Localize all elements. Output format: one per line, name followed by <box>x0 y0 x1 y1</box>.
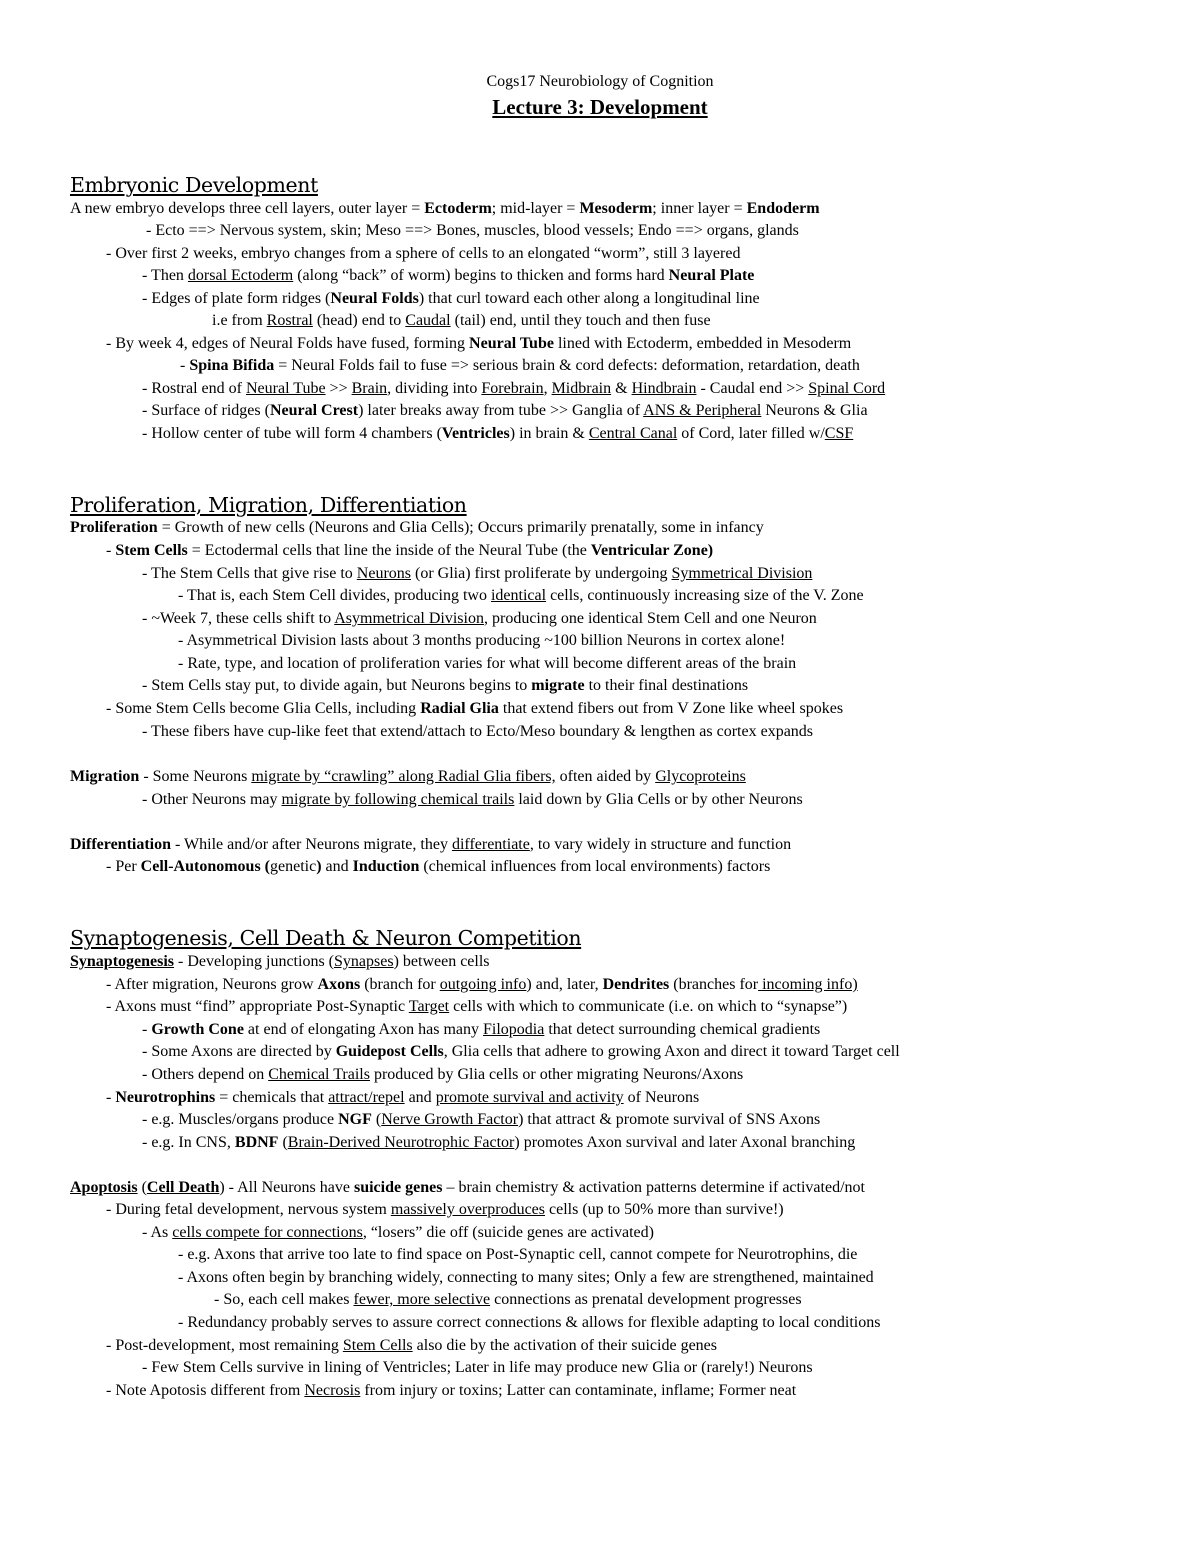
text-run: Caudal <box>405 312 451 329</box>
text-run: ) that curl toward each other along a longitudinal line <box>418 290 760 307</box>
text-line <box>178 1268 874 1288</box>
text-line <box>142 424 853 444</box>
text-run: ) promotes Axon survival and later Axonal branching <box>514 1134 856 1151</box>
text-line <box>178 1313 880 1333</box>
text-run: to their final destinations <box>584 677 749 694</box>
text-run: = Growth of new cells (Neurons and Glia Cells); Occurs primarily prenatally, some in infancy <box>157 519 764 536</box>
text-line <box>142 401 868 421</box>
text-run: incoming info) <box>758 976 858 993</box>
text-run: CSF <box>824 425 854 442</box>
text-run: Chemical Trails <box>268 1066 370 1083</box>
text-run: (branch for <box>360 976 440 993</box>
text-run: , Glia cells that adhere to growing Axon and direct it toward Target cell <box>443 1043 900 1060</box>
text-run: Dendrites <box>602 976 670 993</box>
text-run: - By week 4, edges of Neural Folds have fused, forming <box>106 335 470 352</box>
text-line <box>142 790 803 810</box>
text-run: connections as prenatal development progresses <box>490 1291 802 1308</box>
text-run: from injury or toxins; Latter can contaminate, inflame; Former neat <box>360 1382 797 1399</box>
text-run: - Axons must “find” appropriate Post-Synaptic <box>106 998 409 1015</box>
text-run: Ectoderm <box>424 200 492 217</box>
text-run: Cell-Autonomous ( <box>140 858 270 875</box>
text-run: - Ecto ==> Nervous system, skin; Meso ==> Bones, muscles, blood vessels; Endo ==> organs, glands <box>146 222 799 239</box>
text-run: Induction <box>352 858 420 875</box>
text-line <box>106 541 713 561</box>
text-run: - Caudal end >> <box>696 380 809 397</box>
text-run: (tail) end, until they touch and then fuse <box>450 312 711 329</box>
text-run: Axons <box>317 976 361 993</box>
text-run: Neural Folds <box>330 290 419 307</box>
section-heading-synaptogenesis: Synaptogenesis, Cell Death & Neuron Competition <box>70 926 582 950</box>
text-line <box>142 1065 743 1085</box>
text-run: Target <box>408 998 450 1015</box>
text-run: cells, continuously increasing size of the V. Zone <box>546 587 864 604</box>
text-line <box>70 835 791 855</box>
text-run: fewer, more selective <box>353 1291 491 1308</box>
text-run: Central Canal <box>588 425 678 442</box>
text-line <box>142 379 885 399</box>
text-run: , dividing into <box>387 380 482 397</box>
text-run: ) that attract & promote survival of SNS Axons <box>518 1111 821 1128</box>
text-line <box>106 975 858 995</box>
text-run: attract/repel <box>328 1089 405 1106</box>
text-run: - Axons often begin by branching widely, connecting to many sites; Only a few are strengthened, maintained <box>178 1269 874 1286</box>
section-heading-embryonic: Embryonic Development <box>70 173 318 197</box>
text-line <box>178 631 785 651</box>
text-run: ) and, later, <box>526 976 603 993</box>
text-run: Stem Cells <box>342 1337 413 1354</box>
text-line <box>142 1358 813 1378</box>
text-run: - Others depend on <box>142 1066 269 1083</box>
text-run: migrate <box>531 677 585 694</box>
text-run: cells (up to 50% more than survive!) <box>545 1201 784 1218</box>
text-line <box>142 1223 654 1243</box>
text-run: migrate by “crawling” along Radial Glia fibers, <box>251 768 556 785</box>
text-run: = Neural Folds fail to fuse => serious brain & cord defects: deformation, retardation, death <box>274 357 860 374</box>
text-run: dorsal Ectoderm <box>187 267 294 284</box>
text-run: Proliferation <box>70 519 158 536</box>
text-run: Guidepost Cells <box>335 1043 444 1060</box>
text-run: - Note Apotosis different from <box>106 1382 305 1399</box>
text-line <box>106 1336 717 1356</box>
text-run: - Per <box>106 858 141 875</box>
text-run: (chemical influences from local environments) factors <box>419 858 771 875</box>
text-run: (head) end to <box>312 312 406 329</box>
text-run: - During fetal development, nervous system <box>106 1201 391 1218</box>
text-run: produced by Glia cells or other migrating Neurons/Axons <box>369 1066 744 1083</box>
text-run: - Developing junctions ( <box>174 953 334 970</box>
text-run: - While and/or after Neurons migrate, they <box>171 836 452 853</box>
text-run: - The Stem Cells that give rise to <box>142 565 357 582</box>
text-line <box>70 199 820 219</box>
text-run: NGF <box>338 1111 372 1128</box>
text-run: - Redundancy probably serves to assure correct connections & allows for flexible adapting to local conditions <box>178 1314 881 1331</box>
text-run: - ~Week 7, these cells shift to <box>142 610 335 627</box>
text-run: promote survival and activity <box>435 1089 624 1106</box>
text-line <box>106 1088 699 1108</box>
text-run: BDNF <box>234 1134 279 1151</box>
course-header: Cogs17 Neurobiology of Cognition <box>486 73 714 90</box>
text-line <box>106 857 770 877</box>
text-run: - Post-development, most remaining <box>106 1337 343 1354</box>
text-run: cells with which to communicate (i.e. on which to “synapse”) <box>449 998 848 1015</box>
text-run: Asymmetrical Division <box>334 610 484 627</box>
text-line <box>106 997 847 1017</box>
text-run: - Other Neurons may <box>142 791 282 808</box>
text-run: ) in brain & <box>509 425 589 442</box>
text-run: (or Glia) first proliferate by undergoing <box>411 565 672 582</box>
text-run: , <box>543 380 552 397</box>
text-run: suicide genes <box>353 1179 443 1196</box>
text-line <box>142 564 812 584</box>
text-run: - <box>106 542 116 559</box>
text-run: Stem Cells <box>115 542 188 559</box>
text-run: Midbrain <box>551 380 612 397</box>
text-run: - Then <box>142 267 188 284</box>
text-run: & <box>611 380 632 397</box>
text-run: lined with Ectoderm, embedded in Mesoderm <box>553 335 852 352</box>
text-run: Growth Cone <box>151 1021 244 1038</box>
text-run: - Asymmetrical Division lasts about 3 months producing ~100 billion Neurons in cortex alone! <box>178 632 786 649</box>
text-line <box>146 221 799 241</box>
text-run: , to vary widely in structure and function <box>529 836 792 853</box>
text-run: identical <box>490 587 547 604</box>
text-run: Brain <box>351 380 388 397</box>
text-run: (branches for <box>669 976 759 993</box>
text-run: - e.g. Axons that arrive too late to find space on Post-Synaptic cell, cannot compete for Neurotrophins, die <box>178 1246 858 1263</box>
text-line <box>142 1110 820 1130</box>
text-run: i.e from <box>212 312 267 329</box>
text-run: ( <box>278 1134 288 1151</box>
text-run: ) between cells <box>393 953 490 970</box>
text-run: also die by the activation of their suicide genes <box>412 1337 717 1354</box>
text-run: outgoing info <box>439 976 527 993</box>
text-run: Endoderm <box>746 200 820 217</box>
text-run: - So, each cell makes <box>214 1291 354 1308</box>
text-line <box>212 311 711 331</box>
text-run: Glycoproteins <box>655 768 746 785</box>
text-run: Neurons & Glia <box>761 402 868 419</box>
text-run: - e.g. In CNS, <box>142 1134 235 1151</box>
text-line <box>142 722 813 742</box>
text-run: Rostral <box>266 312 313 329</box>
text-run: ) - All Neurons have <box>219 1179 354 1196</box>
text-run: - That is, each Stem Cell divides, producing two <box>178 587 491 604</box>
text-run: - Some Stem Cells become Glia Cells, including <box>106 700 421 717</box>
text-run: Neurons <box>356 565 411 582</box>
text-run: ) <box>316 858 322 875</box>
text-run: often aided by <box>555 768 656 785</box>
text-line <box>142 609 817 629</box>
text-run: - e.g. Muscles/organs produce <box>142 1111 339 1128</box>
text-run: = chemicals that <box>215 1089 329 1106</box>
text-line <box>70 518 764 538</box>
text-run: - These fibers have cup-like feet that extend/attach to Ecto/Meso boundary & lengthen as cortex expands <box>142 723 814 740</box>
text-line <box>214 1290 802 1310</box>
text-run: Brain-Derived Neurotrophic Factor <box>287 1134 515 1151</box>
text-run: Neural Tube <box>245 380 326 397</box>
text-run: ; inner layer = <box>652 200 747 217</box>
text-run: Spinal Cord <box>808 380 886 397</box>
text-run: - <box>142 1021 152 1038</box>
text-line <box>106 1200 784 1220</box>
text-run: , producing one identical Stem Cell and one Neuron <box>483 610 817 627</box>
text-line <box>142 289 760 309</box>
section-heading-proliferation: Proliferation, Migration, Differentiation <box>70 493 467 517</box>
text-run: Filopodia <box>482 1021 545 1038</box>
text-run: Mesoderm <box>579 200 653 217</box>
text-run: - Rate, type, and location of proliferation varies for what will become different areas of the brain <box>178 655 797 672</box>
text-run: Migration <box>70 768 140 785</box>
text-line <box>178 586 864 606</box>
text-line <box>106 1381 796 1401</box>
text-run: massively overproduces <box>390 1201 546 1218</box>
text-run: Spina Bifida <box>189 357 275 374</box>
text-run: - After migration, Neurons grow <box>106 976 318 993</box>
text-run: Cell Death <box>146 1179 220 1196</box>
text-run: Differentiation <box>70 836 172 853</box>
text-run: Synapses <box>334 953 394 970</box>
text-run: – brain chemistry & activation patterns determine if activated/not <box>442 1179 865 1196</box>
text-run: Neural Crest <box>269 402 359 419</box>
text-line <box>142 266 754 286</box>
text-run: ( <box>137 1179 147 1196</box>
text-line <box>180 356 860 376</box>
text-run: Neural Plate <box>668 267 755 284</box>
text-run: Radial Glia <box>420 700 499 717</box>
text-run: Apoptosis <box>70 1179 138 1196</box>
text-run: , “losers” die off (suicide genes are activated) <box>362 1224 654 1241</box>
text-run: = Ectodermal cells that line the inside of the Neural Tube (the <box>187 542 591 559</box>
text-run: differentiate <box>451 836 530 853</box>
text-run: - Hollow center of tube will form 4 chambers ( <box>142 425 442 442</box>
text-run: - <box>106 1089 116 1106</box>
text-run: at end of elongating Axon has many <box>243 1021 483 1038</box>
text-run: and <box>321 858 353 875</box>
text-run: Forebrain <box>481 380 544 397</box>
text-run: that detect surrounding chemical gradients <box>544 1021 821 1038</box>
text-run: - Rostral end of <box>142 380 246 397</box>
text-line <box>142 1042 900 1062</box>
text-run: - <box>180 357 190 374</box>
text-run: Nerve Growth Factor <box>381 1111 519 1128</box>
text-run: ( <box>371 1111 382 1128</box>
text-run: cells compete for connections <box>172 1224 363 1241</box>
text-run: - Surface of ridges ( <box>142 402 270 419</box>
text-line <box>178 654 796 674</box>
text-run: Neural Tube <box>469 335 554 352</box>
text-run: ANS & Peripheral <box>643 402 762 419</box>
text-run: Neurotrophins <box>115 1089 216 1106</box>
text-line <box>70 767 746 787</box>
text-line <box>142 676 748 696</box>
text-run: laid down by Glia Cells or by other Neurons <box>514 791 803 808</box>
text-run: migrate by following chemical trails <box>281 791 515 808</box>
text-run: ) later breaks away from tube >> Ganglia of <box>358 402 644 419</box>
text-run: Hindbrain <box>631 380 697 397</box>
text-run: of Cord, later filled w/ <box>677 425 825 442</box>
text-line <box>106 699 843 719</box>
text-run: - Over first 2 weeks, embryo changes from a sphere of cells to an elongated “worm”, still 3 layered <box>106 245 741 262</box>
text-run: genetic <box>270 858 317 875</box>
text-run: Synaptogenesis <box>70 953 175 970</box>
text-run: - As <box>142 1224 173 1241</box>
text-run: Necrosis <box>304 1382 361 1399</box>
text-run: - Edges of plate form ridges ( <box>142 290 331 307</box>
text-line <box>106 334 851 354</box>
text-run: Ventricles <box>441 425 510 442</box>
text-run: - Some Neurons <box>139 768 252 785</box>
text-line <box>106 244 740 264</box>
text-run: >> <box>325 380 352 397</box>
page-title: Lecture 3: Development <box>492 95 708 119</box>
text-run: and <box>404 1089 436 1106</box>
text-run: - Stem Cells stay put, to divide again, but Neurons begins to <box>142 677 532 694</box>
text-line <box>70 952 490 972</box>
text-run: A new embryo develops three cell layers, outer layer = <box>70 200 425 217</box>
text-run: ; mid-layer = <box>491 200 580 217</box>
text-line <box>142 1020 820 1040</box>
text-run: - Some Axons are directed by <box>142 1043 336 1060</box>
text-run: Ventricular Zone) <box>590 542 714 559</box>
text-run: (along “back” of worm) begins to thicken and forms hard <box>293 267 669 284</box>
text-line <box>178 1245 857 1265</box>
text-run: of Neurons <box>623 1089 700 1106</box>
text-line <box>142 1133 855 1153</box>
text-run: Symmetrical Division <box>671 565 813 582</box>
text-run: - Few Stem Cells survive in lining of Ventricles; Later in life may produce new Glia or (rarely!) Neurons <box>142 1359 813 1376</box>
text-run: that extend fibers out from V Zone like wheel spokes <box>498 700 844 717</box>
text-line <box>70 1178 865 1198</box>
